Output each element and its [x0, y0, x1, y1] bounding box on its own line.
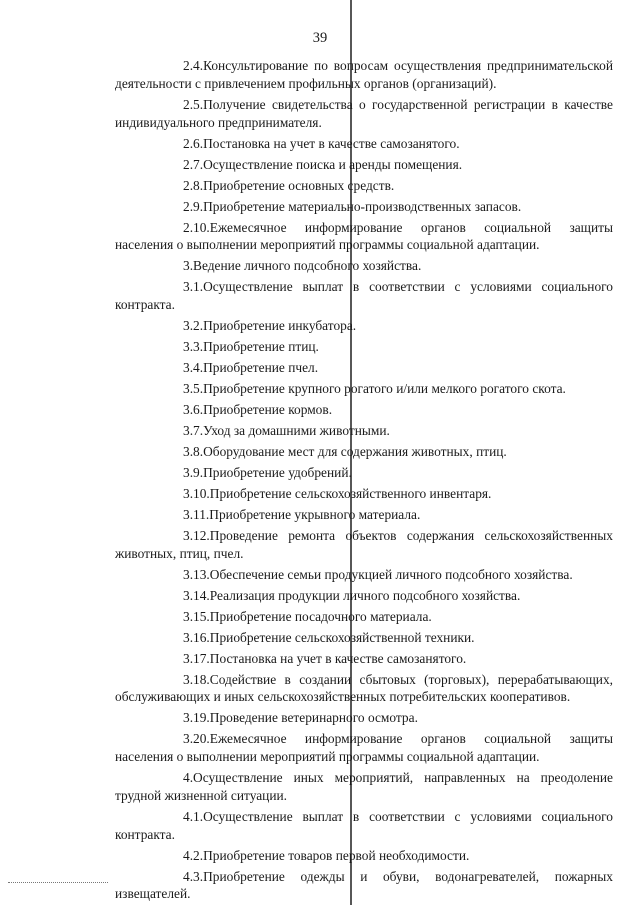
list-item	[115, 338, 613, 356]
item-text: Постановка на учет в качестве самозанятого.	[209, 650, 467, 666]
item-number: 3.11.	[183, 506, 210, 522]
item-number: 3.15.	[183, 608, 210, 624]
item-number: 2.4.	[183, 58, 204, 73]
item-number: 4.2.	[183, 847, 204, 863]
item-text: Реализация продукции личного подсобного хозяйства.	[209, 587, 521, 603]
item-number: 3.7.	[183, 422, 204, 438]
list-item	[115, 96, 613, 132]
item-number: 3.1.	[183, 279, 204, 295]
item-number: 3.20.	[183, 731, 210, 747]
list-item	[115, 401, 613, 419]
list-item	[115, 769, 613, 805]
list-item	[115, 485, 613, 503]
list-item	[115, 808, 613, 844]
list-item	[115, 422, 613, 440]
list-item	[115, 608, 613, 626]
list-item	[115, 566, 613, 584]
item-number: 2.9.	[183, 198, 204, 214]
list-item	[115, 650, 613, 668]
item-number: 3.14.	[183, 587, 210, 603]
list-item	[115, 671, 613, 707]
item-text: Приобретение основных средств.	[203, 177, 395, 193]
list-item	[115, 464, 613, 482]
item-number: 3.12.	[183, 527, 210, 543]
item-text: Осуществление иных мероприятий, направленных на преодоление трудной жизненной ситуации.	[115, 770, 613, 803]
item-number: 3.10.	[183, 485, 210, 501]
item-text: Постановка на учет в качестве самозанятого.	[203, 135, 460, 151]
item-number: 3.9.	[183, 464, 204, 480]
item-text: Получение свидетельства о государственной регистрации в качестве индивидуального предпринимателя.	[115, 96, 613, 130]
list-item	[115, 278, 613, 314]
list-item	[115, 257, 613, 275]
item-text: Проведение ветеринарного осмотра.	[209, 710, 418, 726]
list-item	[115, 847, 613, 865]
item-text: Приобретение кормов.	[203, 401, 333, 417]
item-number: 4.	[183, 770, 194, 786]
item-text: Ежемесячное информирование органов социальной защиты населения о выполнении мероприятий программы социальной адаптации.	[115, 731, 613, 765]
item-text: Приобретение инкубатора.	[203, 318, 357, 334]
item-number: 3.	[183, 258, 194, 274]
item-number: 3.5.	[183, 381, 204, 396]
item-number: 2.5.	[183, 96, 204, 112]
item-text: Осуществление выплат в соответствии с условиями социального контракта.	[115, 808, 613, 842]
list-item	[115, 380, 613, 398]
item-number: 3.13.	[183, 566, 210, 582]
item-text: Приобретение товаров первой необходимости.	[203, 847, 470, 863]
list-item	[115, 219, 613, 255]
list-item	[115, 506, 613, 524]
list-item	[115, 527, 613, 563]
item-text: Ежемесячное информирование органов социальной защиты населения о выполнении мероприятий программы социальной адаптации.	[115, 219, 613, 253]
item-number: 3.2.	[183, 318, 204, 334]
list-item	[115, 730, 613, 766]
list-item	[115, 198, 613, 216]
item-number: 4.1.	[183, 808, 204, 824]
list-item	[115, 57, 613, 93]
item-text: Содействие в создании сбытовых (торговых), перерабатывающих, обслуживающих и иных сельскохозяйственных потребительских кооперативов.	[115, 671, 613, 705]
page-number: 39	[312, 30, 328, 46]
document-body	[115, 57, 613, 906]
list-item	[115, 868, 613, 904]
list-item	[115, 629, 613, 647]
item-number: 2.6.	[183, 135, 204, 151]
item-text: Осуществление выплат в соответствии с условиями социального контракта.	[115, 279, 613, 313]
item-number: 3.17.	[183, 650, 210, 666]
item-text: Приобретение одежды и обуви, водонагревателей, пожарных извещателей.	[115, 868, 613, 902]
item-number: 2.8.	[183, 177, 204, 193]
item-text: Ведение личного подсобного хозяйства.	[193, 258, 422, 274]
item-text: Приобретение сельскохозяйственной техники.	[209, 629, 475, 645]
item-text: Обеспечение семьи продукцией личного подсобного хозяйства.	[209, 566, 573, 582]
item-number: 3.6.	[183, 401, 204, 417]
item-number: 4.3.	[183, 868, 204, 884]
item-text: Приобретение посадочного материала.	[209, 608, 432, 624]
list-item	[115, 177, 613, 195]
item-text: Приобретение птиц.	[203, 339, 319, 355]
item-number: 2.10.	[183, 219, 210, 235]
item-text: Приобретение укрывного материала.	[209, 506, 421, 522]
item-number: 3.8.	[183, 443, 204, 459]
item-text: Приобретение сельскохозяйственного инвентаря.	[209, 485, 492, 501]
item-text: Проведение ремонта объектов содержания сельскохозяйственных животных, птиц, пчел.	[115, 527, 613, 561]
scan-edge-mark	[8, 882, 108, 884]
item-number: 3.19.	[183, 710, 210, 726]
list-item	[115, 156, 613, 174]
list-item	[115, 135, 613, 153]
list-item	[115, 587, 613, 605]
item-number: 2.7.	[183, 156, 204, 172]
list-item	[115, 443, 613, 461]
item-text: Уход за домашними животными.	[203, 422, 390, 438]
item-number: 3.18.	[183, 671, 210, 687]
item-text: Приобретение удобрений.	[203, 464, 352, 480]
item-text: Приобретение крупного рогатого и/или мелкого рогатого скота.	[203, 381, 566, 396]
list-item	[115, 359, 613, 377]
item-text: Осуществление поиска и аренды помещения.	[203, 156, 463, 172]
list-item	[115, 317, 613, 335]
item-number: 3.4.	[183, 360, 204, 376]
item-text: Консультирование по вопросам осуществления предпринимательской деятельности с привлечением профильных органов (организаций).	[115, 58, 613, 91]
item-number: 3.3.	[183, 339, 204, 355]
item-text: Приобретение пчел.	[203, 360, 319, 376]
item-text: Приобретение материально-производственных запасов.	[203, 198, 522, 214]
list-item	[115, 709, 613, 727]
item-text: Оборудование мест для содержания животных, птиц.	[203, 443, 507, 459]
item-number: 3.16.	[183, 629, 210, 645]
